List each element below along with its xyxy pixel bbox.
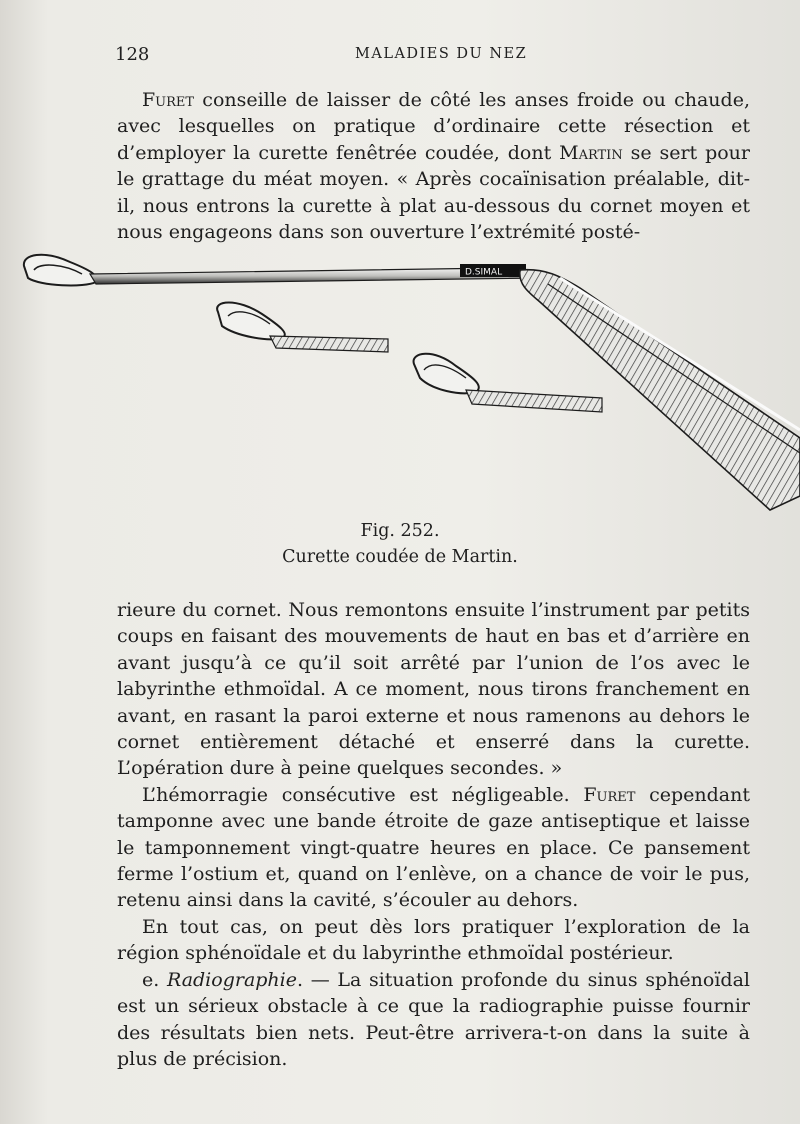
paragraph bbox=[117, 87, 750, 245]
paragraph: rieure du cornet. Nous remontons ensuite l’instrument par petits coups en faisant des mouvements de haut en bas et d’arrière en avant jusqu’à ce qu’il soit arrêté par l’union de l’os avec le labyrinthe ethmoïdal. A ce moment, nous tirons franchement en avant, en rasant la paroi externe et nous ramenons au dehors le cornet entièrement détaché et enserré dans la curette. L’opération dure à peine quelques secondes. » bbox=[117, 599, 750, 780]
small-curette bbox=[414, 354, 602, 412]
paragraph-text: . — La situation profonde du sinus sphénoïdal est un sérieux obstacle à ce que la radiographie puisse fournir des résultats bien nets. Peut-être arrivera-t-on dans la suite à plus de précision. bbox=[117, 968, 750, 1070]
paragraph-text: se sert pour le grattage du méat moyen. « Après cocaïnisation préalable, dit-il, nous entrons la curette à plat au-dessous du cornet moyen et nous engageons dans son ouverture l’extrémité posté- bbox=[117, 141, 750, 244]
text-block-top bbox=[117, 87, 750, 245]
large-curette bbox=[24, 255, 800, 510]
section-label: e. bbox=[142, 968, 167, 991]
figure-illustration bbox=[0, 248, 800, 520]
medium-curette bbox=[217, 303, 388, 353]
page-number: 128 bbox=[115, 44, 150, 65]
running-head bbox=[115, 44, 750, 68]
paragraph bbox=[117, 967, 750, 1073]
paragraph: En tout cas, on peut dès lors pratiquer l’exploration de la région sphénoïdale et du labyrinthe ethmoïdal postérieur. bbox=[117, 915, 750, 965]
paragraph bbox=[117, 782, 750, 914]
curette-instruments-icon bbox=[0, 248, 800, 520]
running-title: MALADIES DU NEZ bbox=[355, 46, 528, 62]
author-furet: Furet bbox=[583, 783, 636, 806]
figure-number: Fig. 252. bbox=[360, 521, 440, 541]
paragraph-text: L’hémorragie consécutive est négligeable. bbox=[142, 783, 584, 806]
text-block-bottom bbox=[117, 597, 750, 1072]
paragraph-text: conseille de laisser de côté les anses froide ou chaude, avec lesquelles on pratique d’ordinaire cette résection et d’employer la curette fenêtrée coudée, dont bbox=[117, 89, 750, 164]
author-martin: Martin bbox=[559, 141, 623, 164]
maker-mark: D.SIMAL bbox=[465, 267, 503, 278]
author-furet: Furet bbox=[142, 89, 195, 111]
section-title: Radiographie bbox=[166, 968, 297, 991]
paragraph-text: cependant tamponne avec une bande étroite de gaze antiseptique et laisse le tamponnement vingt-quatre heures en place. Ce pansement ferme l’ostium et, quand on l’enlève, on a chance de voir le pus, retenu ainsi dans la cavité, s’écouler au dehors. bbox=[117, 783, 750, 912]
figure-caption: Curette coudée de Martin. bbox=[282, 547, 518, 567]
